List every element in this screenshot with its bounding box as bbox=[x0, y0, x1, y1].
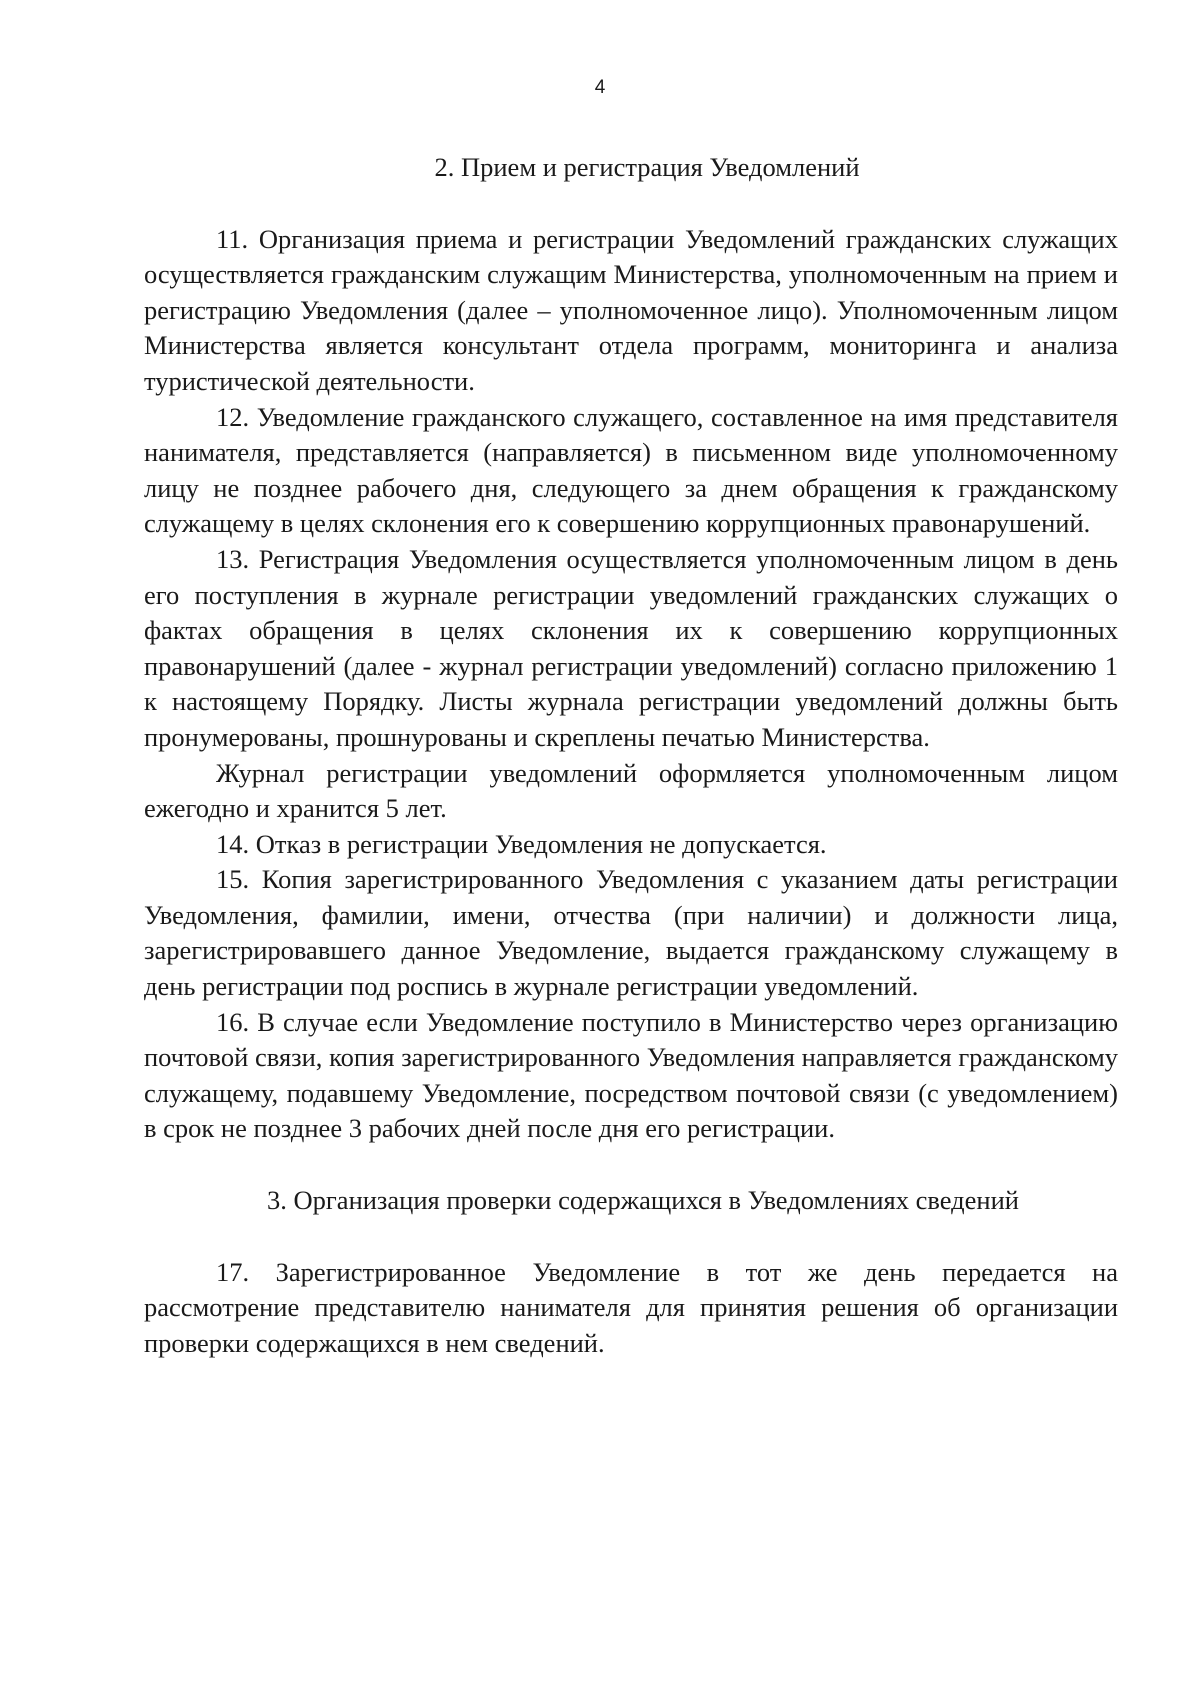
section-registration bbox=[144, 150, 1118, 1147]
section-heading: 3. Организация проверки содержащихся в Уведомлениях сведений bbox=[267, 1185, 1019, 1216]
paragraph: 15. Копия зарегистрированного Уведомления с указанием даты регистрации Уведомления, фамилии, имени, отчества (при наличии) и должности лица, зарегистрировавшего данное Уведомление, выдается гражданскому служащему в день регистрации под роспись в журнале регистрации уведомлений. bbox=[144, 864, 1118, 1002]
paragraph: Журнал регистрации уведомлений оформляется уполномоченным лицом ежегодно и хранится 5 лет. bbox=[144, 757, 1118, 824]
paragraph: 11. Организация приема и регистрации Уведомлений гражданских служащих осуществляется гражданским служащим Министерства, уполномоченным на прием и регистрацию Уведомления (далее – уполномоченное лицо). Уполномоченным лицом Министерства является консультант отдела программ, мониторинга и анализа туристической деятельности. bbox=[144, 223, 1118, 396]
section-verification bbox=[144, 1183, 1118, 1361]
paragraph: 14. Отказ в регистрации Уведомления не допускается. bbox=[216, 828, 827, 859]
paragraph: 17. Зарегистрированное Уведомление в тот же день передается на рассмотрение представителю нанимателя для принятия решения об организации проверки содержащихся в нем сведений. bbox=[144, 1256, 1118, 1358]
page-number: 4 bbox=[594, 77, 606, 98]
document-body bbox=[144, 150, 1118, 1361]
paragraph: 16. В случае если Уведомление поступило в Министерство через организацию почтовой связи, копия зарегистрированного Уведомления направляется гражданскому служащему, подавшему Уведомление, посредством почтовой связи (с уведомлением) в срок не позднее 3 рабочих дней после дня его регистрации. bbox=[144, 1006, 1118, 1144]
paragraph: 13. Регистрация Уведомления осуществляется уполномоченным лицом в день его поступления в журнале регистрации уведомлений гражданских служащих о фактах обращения в целях склонения их к совершению коррупционных правонарушений (далее - журнал регистрации уведомлений) согласно приложению 1 к настоящему Порядку. Листы журнала регистрации уведомлений должны быть пронумерованы, прошнурованы и скреплены печатью Министерства. bbox=[144, 543, 1118, 752]
paragraph: 12. Уведомление гражданского служащего, составленное на имя представителя нанимателя, представляется (направляется) в письменном виде уполномоченному лицу не позднее рабочего дня, следующего за днем обращения к гражданскому служащему в целях склонения его к совершению коррупционных правонарушений. bbox=[144, 401, 1118, 539]
section-heading: 2. Прием и регистрация Уведомлений bbox=[434, 152, 860, 182]
